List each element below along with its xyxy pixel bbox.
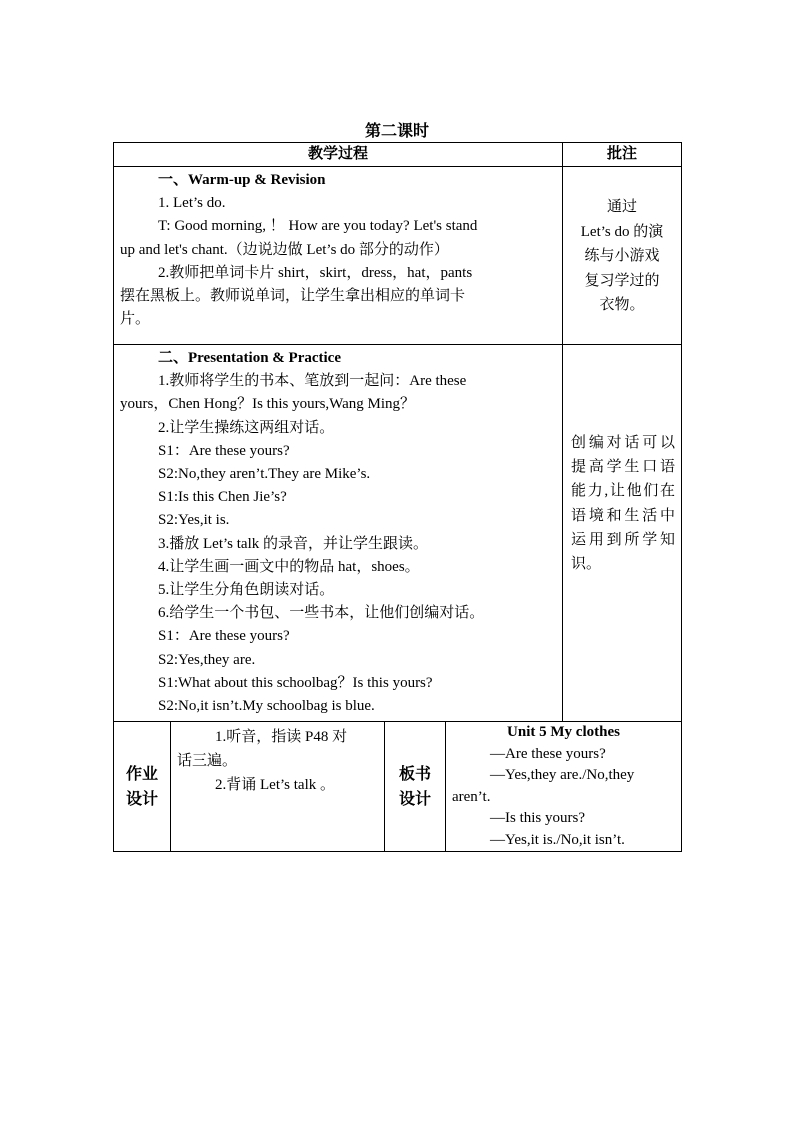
board-content bbox=[446, 722, 682, 852]
presentation-line: S1：Are these yours? bbox=[158, 442, 290, 459]
presentation-note-text: 创编对话可以提高学生口语能力,让他们在语境和生活中运用到所学知识。 bbox=[571, 435, 676, 573]
warmup-note-line: 练与小游戏 bbox=[584, 248, 660, 264]
warmup-line: 摆在黑板上。教师说单词，让学生拿出相应的单词卡 bbox=[120, 288, 466, 305]
board-line: aren’t. bbox=[452, 788, 491, 805]
homework-label bbox=[114, 722, 171, 852]
homework-line: 1.听音，指读 P48 对 bbox=[215, 729, 348, 746]
homework-label-line: 作业 bbox=[125, 765, 158, 783]
warmup-section bbox=[114, 167, 563, 345]
board-label-line: 设计 bbox=[398, 790, 431, 808]
presentation-line: S1：Are these yours? bbox=[158, 628, 290, 645]
warmup-note bbox=[563, 167, 682, 345]
presentation-heading: 二、Presentation & Practice bbox=[158, 350, 341, 366]
warmup-line: 1. Let’s do. bbox=[158, 195, 226, 212]
presentation-line: 2.让学生操练这两组对话。 bbox=[158, 419, 335, 436]
presentation-line: S2:Yes,they are. bbox=[158, 651, 256, 668]
header-notes: 批注 bbox=[563, 143, 682, 167]
header-process: 教学过程 bbox=[114, 143, 563, 167]
presentation-line: 6.给学生一个书包、一些书本，让他们创编对话。 bbox=[158, 605, 485, 622]
presentation-line: 1.教师将学生的书本、笔放到一起问：Are these bbox=[158, 373, 467, 390]
warmup-note-line: Let’s do 的演 bbox=[580, 223, 664, 240]
presentation-line: S2:Yes,it is. bbox=[158, 512, 230, 529]
presentation-line: S2:No,they aren’t.They are Mike’s. bbox=[158, 466, 371, 483]
presentation-section bbox=[114, 345, 563, 722]
board-line: —Yes,it is./No,it isn’t. bbox=[490, 831, 625, 848]
warmup-note-line: 衣物。 bbox=[599, 297, 645, 313]
warmup-line: 片。 bbox=[120, 311, 151, 328]
warmup-line: 2.教师把单词卡片 shirt，skirt，dress，hat，pants bbox=[158, 264, 473, 281]
warmup-note-line: 复习学过的 bbox=[584, 272, 660, 289]
presentation-line: 3.播放 Let’s talk 的录音，并让学生跟读。 bbox=[158, 535, 428, 552]
board-label bbox=[385, 722, 446, 852]
warmup-heading: 一、Warm-up & Revision bbox=[158, 172, 326, 188]
presentation-line: S2:No,it isn’t.My schoolbag is blue. bbox=[158, 698, 375, 715]
warmup-line: T: Good morning, ！ How are you today? Let's stand bbox=[158, 218, 478, 235]
board-label-line: 板书 bbox=[398, 765, 431, 783]
lesson-plan-table bbox=[113, 142, 682, 852]
presentation-line: S1:Is this Chen Jie’s? bbox=[158, 489, 287, 506]
board-line: —Is this yours? bbox=[490, 810, 585, 827]
board-line: —Are these yours? bbox=[490, 745, 606, 762]
board-title: Unit 5 My clothes bbox=[507, 724, 620, 741]
presentation-note bbox=[563, 345, 682, 722]
homework-line: 话三遍。 bbox=[177, 753, 238, 770]
warmup-line: up and let's chant.（边说边做 Let’s do 部分的动作） bbox=[120, 241, 449, 258]
homework-line: 2.背诵 Let’s talk 。 bbox=[215, 777, 335, 794]
warmup-note-line: 通过 bbox=[607, 199, 638, 215]
presentation-line: 4.让学生画一画文中的物品 hat，shoes。 bbox=[158, 558, 420, 575]
presentation-line: S1:What about this schoolbag？Is this yours? bbox=[158, 674, 433, 691]
board-line: —Yes,they are./No,they bbox=[490, 767, 635, 784]
presentation-line: 5.让学生分角色朗读对话。 bbox=[158, 582, 335, 599]
homework-label-line: 设计 bbox=[125, 790, 158, 808]
homework-content bbox=[171, 722, 385, 852]
presentation-line: yours，Chen Hong？Is this yours,Wang Ming？ bbox=[120, 396, 416, 413]
page-title: 第二课时 bbox=[364, 123, 429, 140]
